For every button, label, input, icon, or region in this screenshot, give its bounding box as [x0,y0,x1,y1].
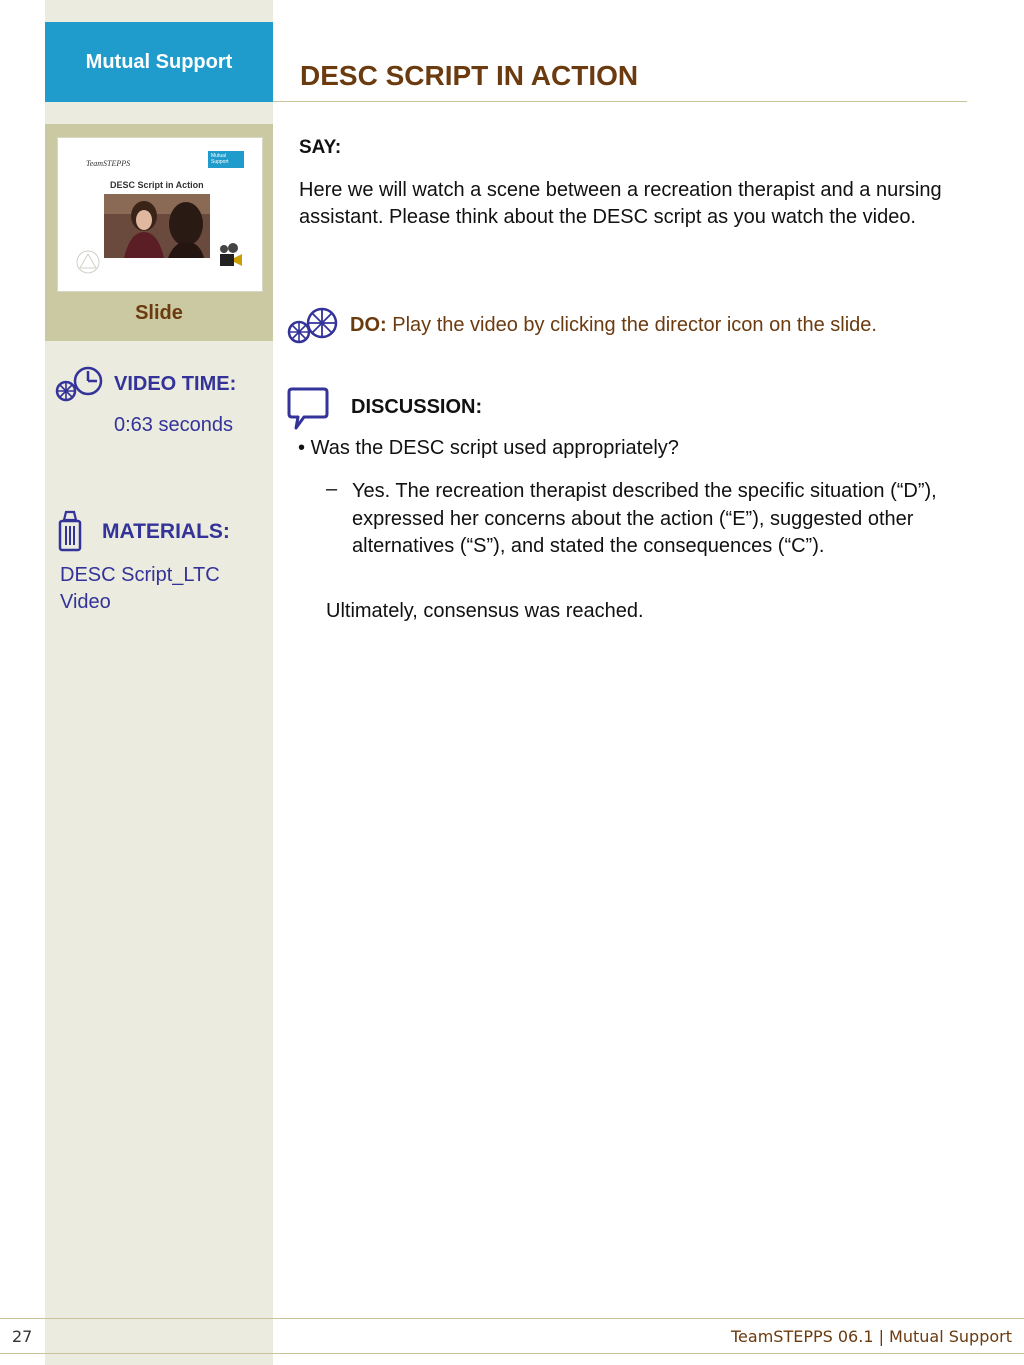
discussion-answer: Yes. The recreation therapist described the specific situation (“D”), expressed her concerns about the action (“E”), suggested other alternatives (“S”), and stated the consequences (“C”). [352,480,937,557]
speech-bubble-icon [286,386,330,432]
footer-divider-bottom [0,1353,1024,1354]
say-text: Here we will watch a scene between a recreation therapist and a nursing assistant. Please think about the DESC script as you watch the video. [299,179,942,228]
say-label: SAY: [299,137,342,158]
thumbnail-brand: TeamSTEPPS [86,159,131,168]
discussion-question [298,437,679,460]
materials-label: MATERIALS: [102,520,230,543]
do-instruction [350,314,877,337]
section-tab: Mutual Support [45,22,273,102]
page-title: DESC SCRIPT IN ACTION [300,60,639,91]
bullet: • [298,437,306,459]
discussion-label: DISCUSSION: [351,396,483,418]
video-time-label: VIDEO TIME: [114,373,237,395]
title-divider [273,101,967,102]
thumbnail-title: DESC Script in Action [110,180,204,190]
film-reel-icon [286,306,340,344]
question-text: Was the DESC script used appropriately? [310,437,679,459]
video-time-value: 0:63 seconds [114,414,233,436]
materials-value: DESC Script_LTC Video [60,564,220,613]
film-reel-clock-icon [55,364,103,402]
answer-dash: – [326,478,338,500]
thumbnail-video-still [104,194,210,258]
slide-panel [45,124,273,341]
slide-thumbnail[interactable] [57,137,263,292]
page-number: 27 [12,1327,33,1346]
materials-bag-icon [57,510,83,552]
discussion-conclusion: Ultimately, consensus was reached. [326,600,644,622]
footer-divider [0,1318,1024,1319]
slide-label: Slide [135,302,183,324]
do-text: Play the video by clicking the director icon on the slide. [392,314,877,336]
thumbnail-tag: Mutual Support [208,151,244,168]
footer-text: TeamSTEPPS 06.1 | Mutual Support [731,1327,1012,1346]
do-label: DO: [350,314,387,336]
director-icon[interactable] [218,242,244,268]
teamstepps-logo-icon [76,250,100,274]
